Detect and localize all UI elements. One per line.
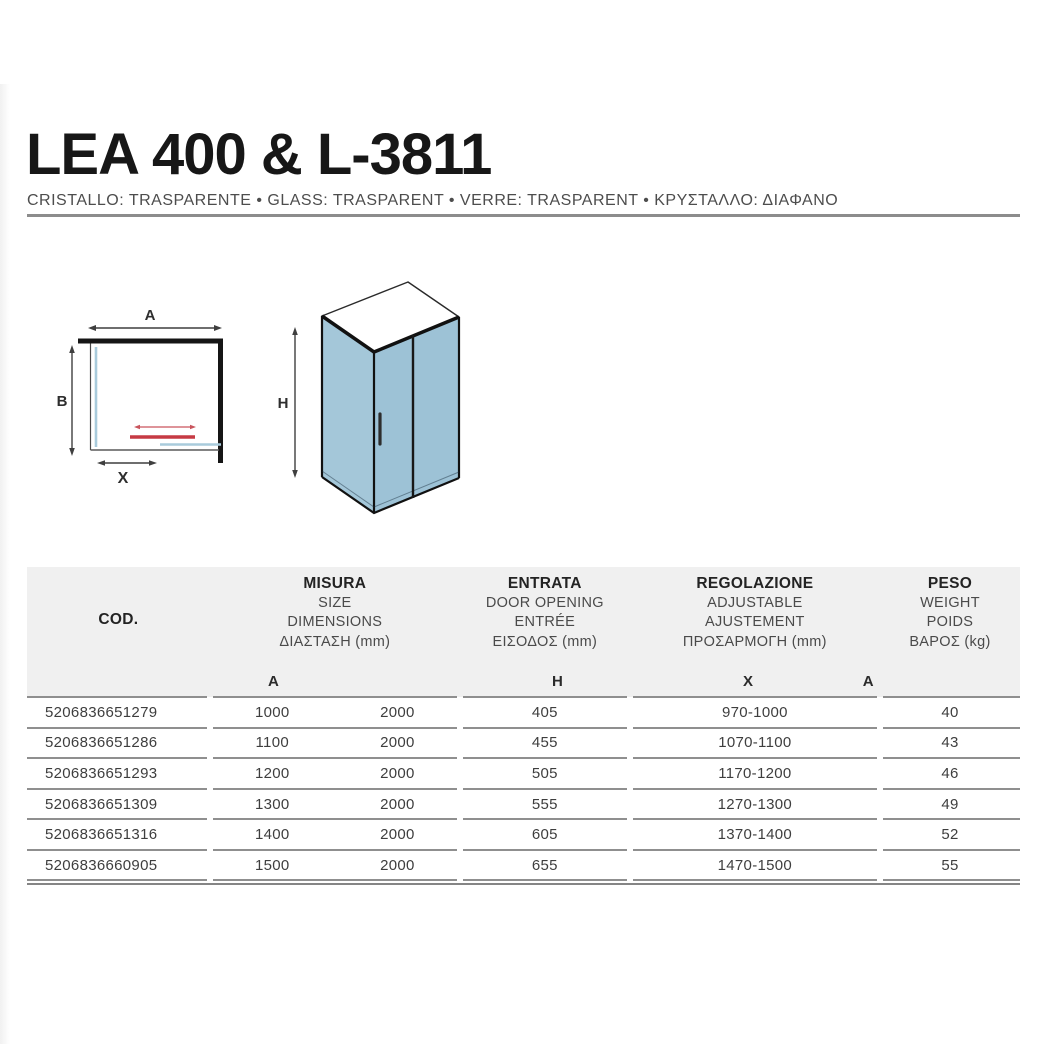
- page-edge-shadow: [0, 84, 10, 1044]
- dim-label-h: H: [277, 395, 289, 412]
- cell-adjust: 1270-1300: [630, 789, 880, 820]
- header-line: ENTRÉE: [514, 614, 576, 630]
- header-line: ΠΡΟΣΑΡΜΟΓΗ (mm): [682, 633, 827, 650]
- cell-misura: [210, 728, 460, 759]
- table-row: [27, 850, 1020, 881]
- col-header-peso: [880, 574, 1020, 665]
- cell-h: 2000: [380, 795, 415, 813]
- table-row: [27, 728, 1020, 759]
- col-header-entrata: [460, 574, 630, 665]
- cell-cod: 5206836651316: [27, 819, 210, 850]
- header-line: DIMENSIONS: [287, 614, 383, 630]
- subcol-adjust-a: A: [862, 672, 874, 690]
- cell-a: 1300: [254, 795, 290, 813]
- header-line: REGOLAZIONE: [696, 575, 814, 592]
- cell-weight: 55: [880, 850, 1020, 881]
- header-line: ΒΑΡΟΣ (kg): [909, 633, 991, 650]
- spec-table: [27, 567, 1020, 885]
- cell-misura: [210, 789, 460, 820]
- cell-weight: 43: [880, 728, 1020, 759]
- dim-label-x: X: [117, 470, 129, 487]
- subcol-h: H: [552, 672, 564, 690]
- glass-spec-line: CRISTALLO: TRASPARENTE • GLASS: TRASPARENT • VERRE: TRASPARENT • ΚΡΥΣΤΑΛΛΟ: ΔΙΑΦΑΝΟ: [27, 192, 839, 209]
- col-header-cod: COD.: [98, 610, 139, 628]
- header-line: WEIGHT: [920, 594, 980, 611]
- cell-a: 1000: [254, 703, 290, 721]
- cell-weight: 40: [880, 697, 1020, 728]
- dim-label-b: B: [56, 393, 68, 410]
- table-row: [27, 789, 1020, 820]
- cell-cod: 5206836651293: [27, 758, 210, 789]
- cell-weight: 52: [880, 819, 1020, 850]
- subcol-x: X: [743, 672, 754, 690]
- cell-adjust: 1170-1200: [630, 758, 880, 789]
- cell-weight: 49: [880, 789, 1020, 820]
- header-line: AJUSTEMENT: [705, 614, 805, 630]
- cell-a: 1100: [255, 734, 289, 752]
- cell-cod: 5206836651279: [27, 697, 210, 728]
- header-line: ENTRATA: [507, 575, 582, 592]
- cell-misura: [210, 758, 460, 789]
- cell-x: 555: [460, 789, 630, 820]
- cell-weight: 46: [880, 758, 1020, 789]
- header-line: ΔΙΑΣΤΑΣΗ (mm): [279, 633, 391, 650]
- subcol-misura: [132, 673, 700, 690]
- cell-x: 655: [460, 850, 630, 881]
- header-line: PESO: [927, 575, 973, 592]
- cell-h: 2000: [380, 826, 415, 844]
- header-subcolumn-row: [27, 665, 1020, 697]
- header-group-row: [27, 567, 1020, 665]
- table-row: [27, 819, 1020, 850]
- dim-label-a: A: [144, 307, 156, 324]
- header-line: MISURA: [303, 575, 367, 592]
- spec-table-header: [27, 567, 1020, 697]
- page-title: LEA 400 & L-3811: [26, 122, 492, 187]
- header-line: ADJUSTABLE: [707, 594, 803, 611]
- cell-adjust: 1070-1100: [630, 728, 880, 759]
- header-line: SIZE: [318, 594, 352, 611]
- cell-h: 2000: [380, 764, 415, 782]
- subcol-a: A: [267, 672, 280, 690]
- cell-h: 2000: [380, 703, 415, 721]
- cell-misura: [210, 819, 460, 850]
- table-row: [27, 758, 1020, 789]
- cell-misura: [210, 850, 460, 881]
- cell-adjust: 1470-1500: [630, 850, 880, 881]
- cell-adjust: 1370-1400: [630, 819, 880, 850]
- col-header-misura: [210, 574, 460, 665]
- header-line: DOOR OPENING: [485, 594, 604, 611]
- cell-cod: 5206836651286: [27, 728, 210, 759]
- cell-x: 605: [460, 819, 630, 850]
- front-view-diagram: [270, 270, 500, 520]
- cell-cod: 5206836651309: [27, 789, 210, 820]
- cell-x: 455: [460, 728, 630, 759]
- cell-x: 405: [460, 697, 630, 728]
- cell-a: 1500: [254, 856, 290, 874]
- top-view-diagram: [50, 280, 300, 510]
- cell-h: 2000: [380, 734, 415, 752]
- cell-a: 1200: [254, 764, 290, 782]
- col-header-regolazione: [630, 574, 880, 665]
- header-line: ΕΙΣΟΔΟΣ (mm): [492, 633, 598, 650]
- header-divider: [27, 214, 1020, 217]
- header-line: POIDS: [926, 614, 974, 630]
- cell-a: 1400: [254, 826, 290, 844]
- cell-x: 505: [460, 758, 630, 789]
- cell-cod: 5206836660905: [27, 850, 210, 881]
- cell-h: 2000: [380, 856, 415, 874]
- cell-misura: [210, 697, 460, 728]
- cell-adjust: 970-1000: [630, 697, 880, 728]
- table-row: [27, 697, 1020, 728]
